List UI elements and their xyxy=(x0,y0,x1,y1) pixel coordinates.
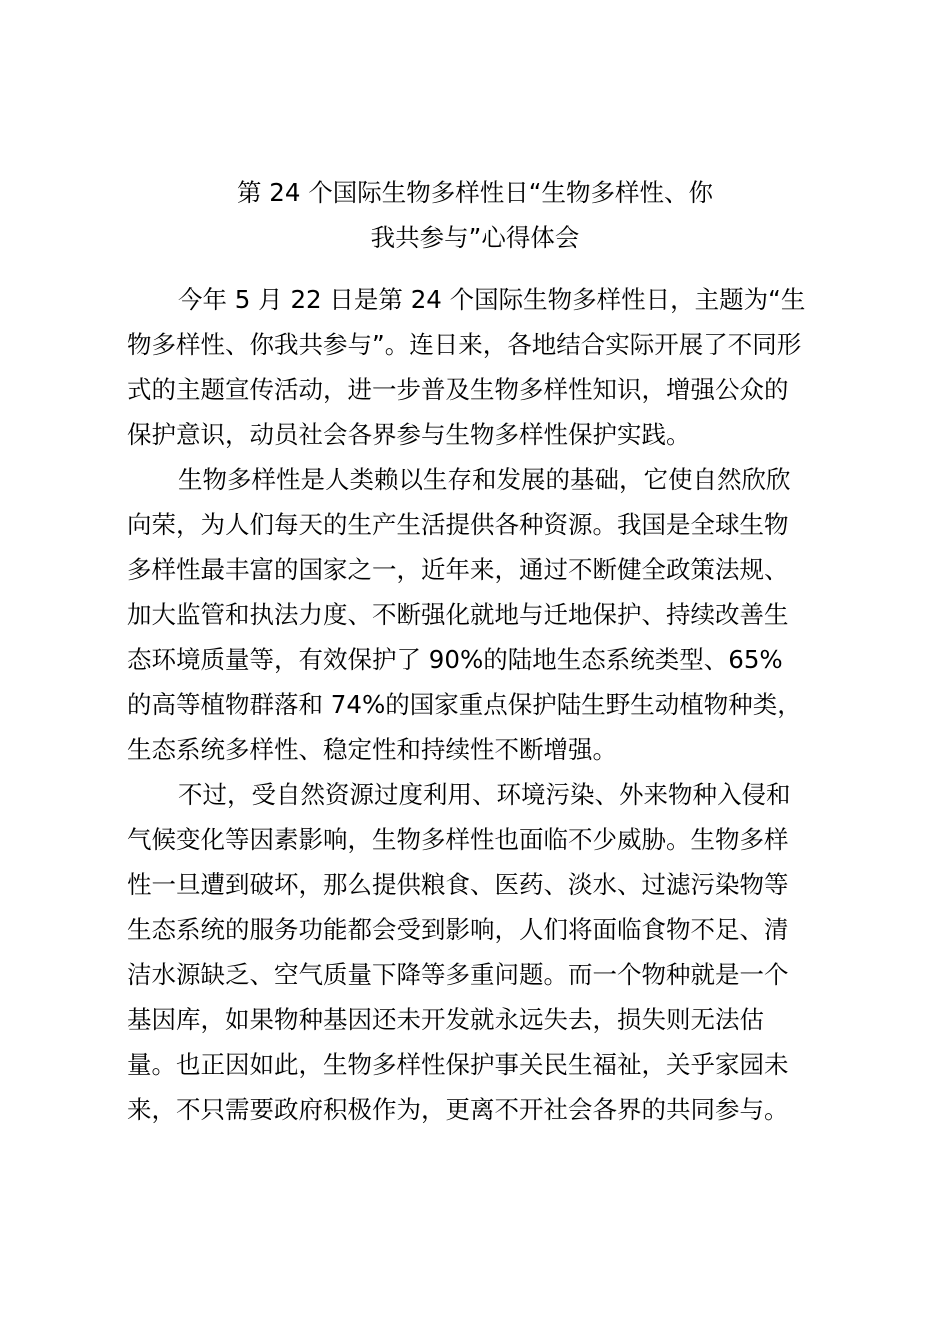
paragraph-line: 加大监管和执法力度、不断强化就地与迁地保护、持续改善生 xyxy=(127,600,789,629)
paragraph-3 xyxy=(127,772,837,1132)
paragraph-line: 向荣，为人们每天的生产生活提供各种资源。我国是全球生物 xyxy=(127,510,789,539)
title-line: 第 24 个国际生物多样性日“生物多样性、你 xyxy=(237,178,713,207)
paragraph-line: 保护意识，动员社会各界参与生物多样性保护实践。 xyxy=(127,420,691,449)
paragraph-line: 物多样性、你我共参与”。连日来，各地结合实际开展了不同形 xyxy=(127,330,802,359)
paragraph-2 xyxy=(127,457,837,772)
paragraph-line: 不过，受自然资源过度利用、环境污染、外来物种入侵和 xyxy=(178,780,791,809)
document-body xyxy=(127,277,837,1132)
paragraph-line: 式的主题宣传活动，进一步普及生物多样性知识，增强公众的 xyxy=(127,375,789,404)
paragraph-line: 态环境质量等，有效保护了 90%的陆地生态系统类型、65% xyxy=(127,645,783,674)
paragraph-line: 今年 5 月 22 日是第 24 个国际生物多样性日，主题为“生 xyxy=(178,285,806,314)
paragraph-1 xyxy=(127,277,837,457)
paragraph-line: 性一旦遭到破坏，那么提供粮食、医药、淡水、过滤污染物等 xyxy=(127,870,789,899)
paragraph-line: 生态系统的服务功能都会受到影响，人们将面临食物不足、清 xyxy=(127,915,789,944)
paragraph-line: 量。也正因如此，生物多样性保护事关民生福祉，关乎家园未 xyxy=(127,1050,789,1079)
paragraph-line: 基因库，如果物种基因还未开发就永远失去，损失则无法估 xyxy=(127,1005,764,1034)
paragraph-line: 生物多样性是人类赖以生存和发展的基础，它使自然欣欣 xyxy=(178,465,791,494)
paragraph-line: 多样性最丰富的国家之一，近年来，通过不断健全政策法规、 xyxy=(127,555,789,584)
paragraph-line: 来，不只需要政府积极作为，更离不开社会各界的共同参与。 xyxy=(127,1095,789,1124)
document-title xyxy=(110,170,840,260)
paragraph-line: 气候变化等因素影响，生物多样性也面临不少威胁。生物多样 xyxy=(127,825,789,854)
title-line: 我共参与”心得体会 xyxy=(370,223,580,252)
paragraph-line: 洁水源缺乏、空气质量下降等多重问题。而一个物种就是一个 xyxy=(127,960,789,989)
paragraph-line: 生态系统多样性、稳定性和持续性不断增强。 xyxy=(127,735,617,764)
paragraph-line: 的高等植物群落和 74%的国家重点保护陆生野生动植物种类， xyxy=(127,690,802,719)
